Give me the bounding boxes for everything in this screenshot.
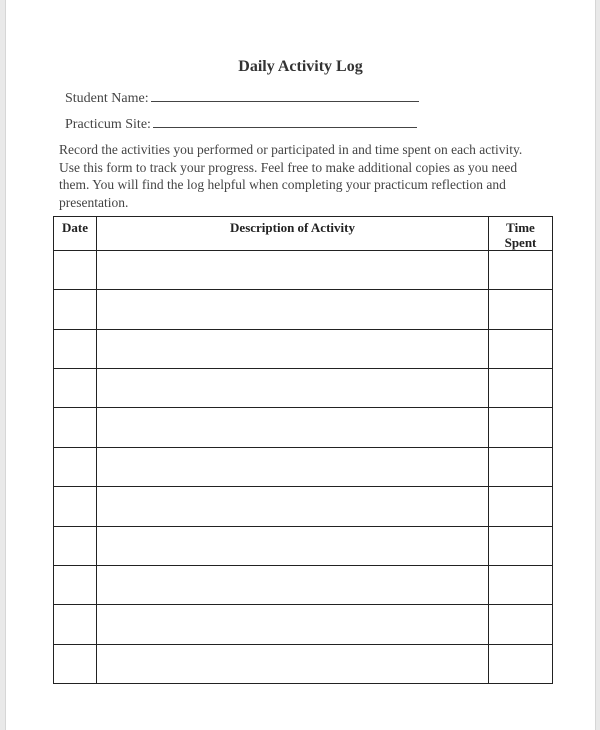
description-cell[interactable] xyxy=(97,565,489,604)
description-cell[interactable] xyxy=(97,447,489,486)
header-time-line1: Time xyxy=(506,220,535,235)
time-spent-cell[interactable] xyxy=(489,408,553,447)
time-spent-cell[interactable] xyxy=(489,605,553,644)
practicum-site-label: Practicum Site: xyxy=(65,117,151,132)
date-cell[interactable] xyxy=(54,487,97,526)
time-spent-cell[interactable] xyxy=(489,369,553,408)
date-cell[interactable] xyxy=(54,251,97,290)
date-cell[interactable] xyxy=(54,290,97,329)
date-cell[interactable] xyxy=(54,329,97,368)
time-spent-cell[interactable] xyxy=(489,251,553,290)
table-row xyxy=(54,605,553,644)
table-body xyxy=(54,251,553,684)
date-cell[interactable] xyxy=(54,447,97,486)
student-name-label: Student Name: xyxy=(65,91,149,106)
table-row xyxy=(54,526,553,565)
time-spent-cell[interactable] xyxy=(489,644,553,683)
student-name-field xyxy=(65,87,419,107)
description-cell[interactable] xyxy=(97,369,489,408)
table-header-row xyxy=(54,217,553,251)
time-spent-cell[interactable] xyxy=(489,526,553,565)
table-row xyxy=(54,251,553,290)
header-description: Description of Activity xyxy=(97,217,489,251)
time-spent-cell[interactable] xyxy=(489,329,553,368)
description-cell[interactable] xyxy=(97,526,489,565)
time-spent-cell[interactable] xyxy=(489,487,553,526)
header-time-spent xyxy=(489,217,553,251)
table-row xyxy=(54,565,553,604)
activity-log-table xyxy=(53,216,553,684)
description-cell[interactable] xyxy=(97,329,489,368)
time-spent-cell[interactable] xyxy=(489,447,553,486)
document-page xyxy=(5,0,596,730)
table-row xyxy=(54,447,553,486)
date-cell[interactable] xyxy=(54,408,97,447)
date-cell[interactable] xyxy=(54,369,97,408)
description-cell[interactable] xyxy=(97,290,489,329)
student-name-blank[interactable] xyxy=(151,87,419,102)
description-cell[interactable] xyxy=(97,644,489,683)
time-spent-cell[interactable] xyxy=(489,565,553,604)
header-time-line2: Spent xyxy=(504,235,537,250)
table-row xyxy=(54,408,553,447)
instructions-paragraph: Record the activities you performed or participated in and time spent on each activity. Use this form to track your progress. Feel free to make additional copies as you need them. You will find the log helpful when completing your practicum reflection and presentation. xyxy=(59,142,523,210)
date-cell[interactable] xyxy=(54,526,97,565)
date-cell[interactable] xyxy=(54,605,97,644)
description-cell[interactable] xyxy=(97,408,489,447)
table-row xyxy=(54,290,553,329)
table-row xyxy=(54,644,553,683)
description-cell[interactable] xyxy=(97,251,489,290)
table-row xyxy=(54,369,553,408)
table-row xyxy=(54,329,553,368)
header-date: Date xyxy=(54,217,97,251)
date-cell[interactable] xyxy=(54,565,97,604)
date-cell[interactable] xyxy=(54,644,97,683)
practicum-site-blank[interactable] xyxy=(153,113,417,128)
page-title: Daily Activity Log xyxy=(238,58,363,75)
table-row xyxy=(54,487,553,526)
time-spent-cell[interactable] xyxy=(489,290,553,329)
description-cell[interactable] xyxy=(97,487,489,526)
description-cell[interactable] xyxy=(97,605,489,644)
practicum-site-field xyxy=(65,113,417,133)
